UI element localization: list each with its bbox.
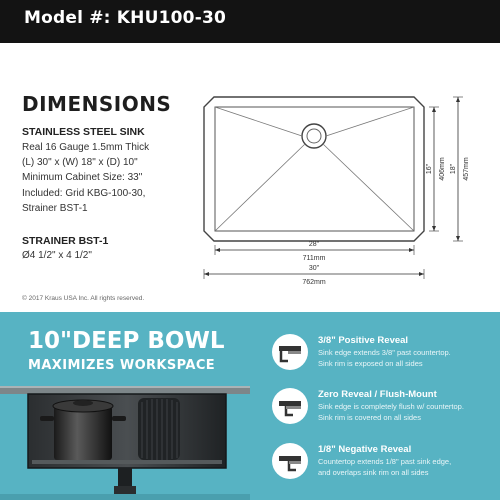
outer-width-mm: 762mm	[302, 279, 326, 286]
spec-line-gauge: Real 16 Gauge 1.5mm Thick	[22, 142, 150, 153]
zero-reveal-title: Zero Reveal / Flush-Mount	[318, 389, 437, 400]
inner-depth-in: 16"	[426, 163, 433, 175]
slope-line	[215, 107, 302, 136]
outer-depth-in: 18"	[450, 163, 457, 175]
header-bar	[0, 0, 500, 43]
inner-depth-mm: 406mm	[439, 157, 446, 181]
outer-depth-mm: 457mm	[463, 157, 470, 181]
dimensions-title: DIMENSIONS	[22, 92, 172, 116]
workspace-subline: MAXIMIZES WORKSPACE	[28, 358, 216, 373]
stacked-plates	[138, 398, 180, 460]
spec-line-strainer: Strainer BST-1	[22, 203, 88, 214]
spec-line-included: Included: Grid KBG-100-30,	[22, 188, 146, 199]
drain-pipe	[118, 468, 132, 488]
positive-reveal-title: 3/8" Positive Reveal	[318, 335, 409, 346]
negative-reveal-title: 1/8" Negative Reveal	[318, 444, 412, 455]
negative-reveal-desc-1: Countertop extends 1/8" past sink edge,	[318, 457, 452, 466]
inner-width-mm: 711mm	[302, 255, 326, 262]
zero-reveal-desc-2: Sink rim is covered on all sides	[318, 413, 421, 422]
slope-line	[326, 107, 414, 136]
spec-line-cabinet: Minimum Cabinet Size: 33"	[22, 172, 143, 183]
inner-width-in: 28"	[308, 241, 320, 248]
zero-reveal-icon	[272, 388, 308, 424]
stock-pot	[54, 406, 112, 460]
copyright-notice: © 2017 Kraus USA Inc. All rights reserved.	[22, 295, 145, 302]
slope-line	[215, 144, 305, 231]
drain-inner	[307, 129, 321, 143]
sink-dimension-diagram	[188, 85, 500, 295]
strainer-heading: STRAINER BST-1	[22, 235, 109, 247]
slope-line	[323, 144, 414, 231]
sink-spec-heading: STAINLESS STEEL SINK	[22, 126, 145, 138]
sink-outer-rim	[204, 97, 424, 241]
sink-cutaway-illustration	[0, 376, 250, 500]
strainer-size: Ø4 1/2" x 4 1/2"	[22, 250, 92, 261]
model-number: Model #: KHU100-30	[24, 8, 227, 28]
positive-reveal-icon	[272, 334, 308, 370]
outer-width-in: 30"	[308, 265, 320, 272]
positive-reveal-desc-1: Sink edge extends 3/8" past countertop.	[318, 348, 451, 357]
negative-reveal-desc-2: and overlaps sink rim on all sides	[318, 468, 429, 477]
drain-outer	[302, 124, 326, 148]
bottom-grid	[32, 460, 222, 464]
negative-reveal-icon	[272, 443, 308, 479]
sink-inner-bowl	[215, 107, 414, 231]
positive-reveal-desc-2: Sink rim is exposed on all sides	[318, 359, 423, 368]
spec-line-size: (L) 30" x (W) 18" x (D) 10"	[22, 157, 138, 168]
deep-bowl-headline: 10"DEEP BOWL	[28, 328, 225, 354]
zero-reveal-desc-1: Sink edge is completely flush w/ countertop.	[318, 402, 464, 411]
